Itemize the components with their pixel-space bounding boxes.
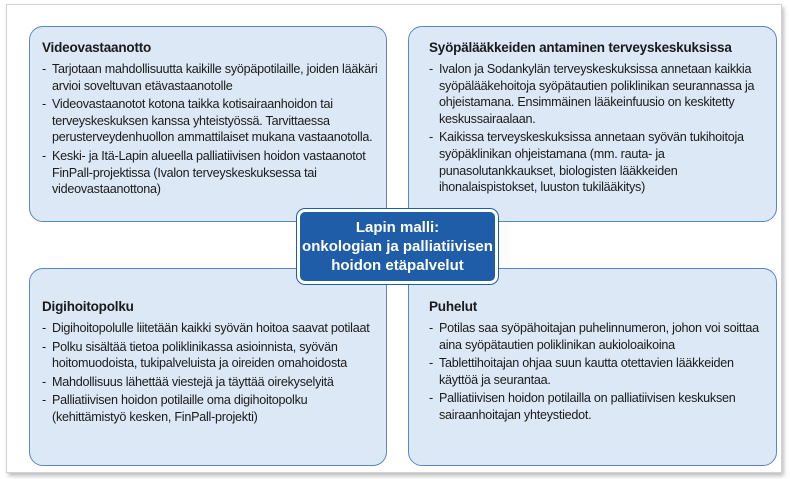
- quadrant-puhelut: [408, 268, 777, 466]
- list-item: - Polku sisältää tietoa poliklinikassa asioinnista, syövän hoitomuodoista, tukipalveluista ja oireiden omahoidosta: [42, 339, 382, 372]
- list-item: - Mahdollisuus lähettää viestejä ja täyttää oirekyselyitä: [42, 374, 382, 391]
- list-item: - Palliatiivisen hoidon potilaille oma digihoitopolku (kehittämistyö kesken, FinPall-projekti): [42, 392, 382, 425]
- quadrant-syopalaakkeet: [408, 26, 777, 222]
- list-item: - Palliatiivisen hoidon potilailla on palliatiivisen keskuksen sairaanhoitajan yhteystiedot.: [429, 390, 774, 423]
- quadrant-title: Syöpälääkkeiden antaminen terveyskeskuksissa: [429, 40, 732, 55]
- center-title-line: Lapin malli:: [355, 219, 440, 236]
- bullet-list: [429, 61, 774, 198]
- quadrant-title: Videovastaanotto: [42, 40, 152, 55]
- center-title-line: hoidon etäpalvelut: [331, 257, 464, 274]
- list-item: - Kaikissa terveyskeskuksissa annetaan syövän tukihoitoja syöpäklinikan ohjeistamana (mm. rauta- ja punasolutankkaukset, biologisten lääkkeiden ihonalaispistokset, luuston tukilääkitys): [429, 129, 774, 195]
- list-item: - Ivalon ja Sodankylän terveyskeskuksissa annetaan kaikkia syöpälääkehoitoja syöpätautien poliklinikan seurannassa ja ohjeistamana. Ensimmäinen lääkeinfuusio on keskitetty keskussairaalaan.: [429, 61, 774, 127]
- list-item: - Videovastaanotot kotona taikka kotisairaanhoidon tai terveyskeskuksen kanssa yhteistyössä. Tarvittaessa perusterveydenhuollon ammattilaiset mukana vastaanotolla.: [42, 96, 382, 146]
- center-title-line: onkologian ja palliatiivisen: [302, 238, 493, 255]
- quadrant-digihoitopolku: [29, 268, 387, 466]
- list-item: - Potilas saa syöpähoitajan puhelinnumeron, johon voi soittaa aina syöpätautien poliklinikan aukioloaikoina: [429, 320, 774, 353]
- quadrant-title: Digihoitopolku: [42, 299, 134, 314]
- quadrant-title: Puhelut: [429, 299, 478, 314]
- center-title-box: [297, 209, 498, 284]
- figure-frame: [6, 4, 782, 473]
- list-item: - Tarjotaan mahdollisuutta kaikille syöpäpotilaille, joiden lääkäri arvioi soveltuvan etävastaanotolle: [42, 61, 382, 94]
- quadrant-videovastaanotto: [29, 26, 387, 222]
- bullet-list: [429, 320, 774, 426]
- list-item: - Digihoitopolulle liitetään kaikki syövän hoitoa saavat potilaat: [42, 320, 382, 337]
- list-item: - Tablettihoitajan ohjaa suun kautta otettavien lääkkeiden käyttöä ja seurantaa.: [429, 355, 774, 388]
- list-item: - Keski- ja Itä-Lapin alueella palliatiivisen hoidon vastaanotot FinPall-projektissa (Ivalon terveyskeskuksessa tai videovastaanottona): [42, 148, 382, 198]
- bullet-list: [42, 320, 382, 428]
- bullet-list: [42, 61, 382, 200]
